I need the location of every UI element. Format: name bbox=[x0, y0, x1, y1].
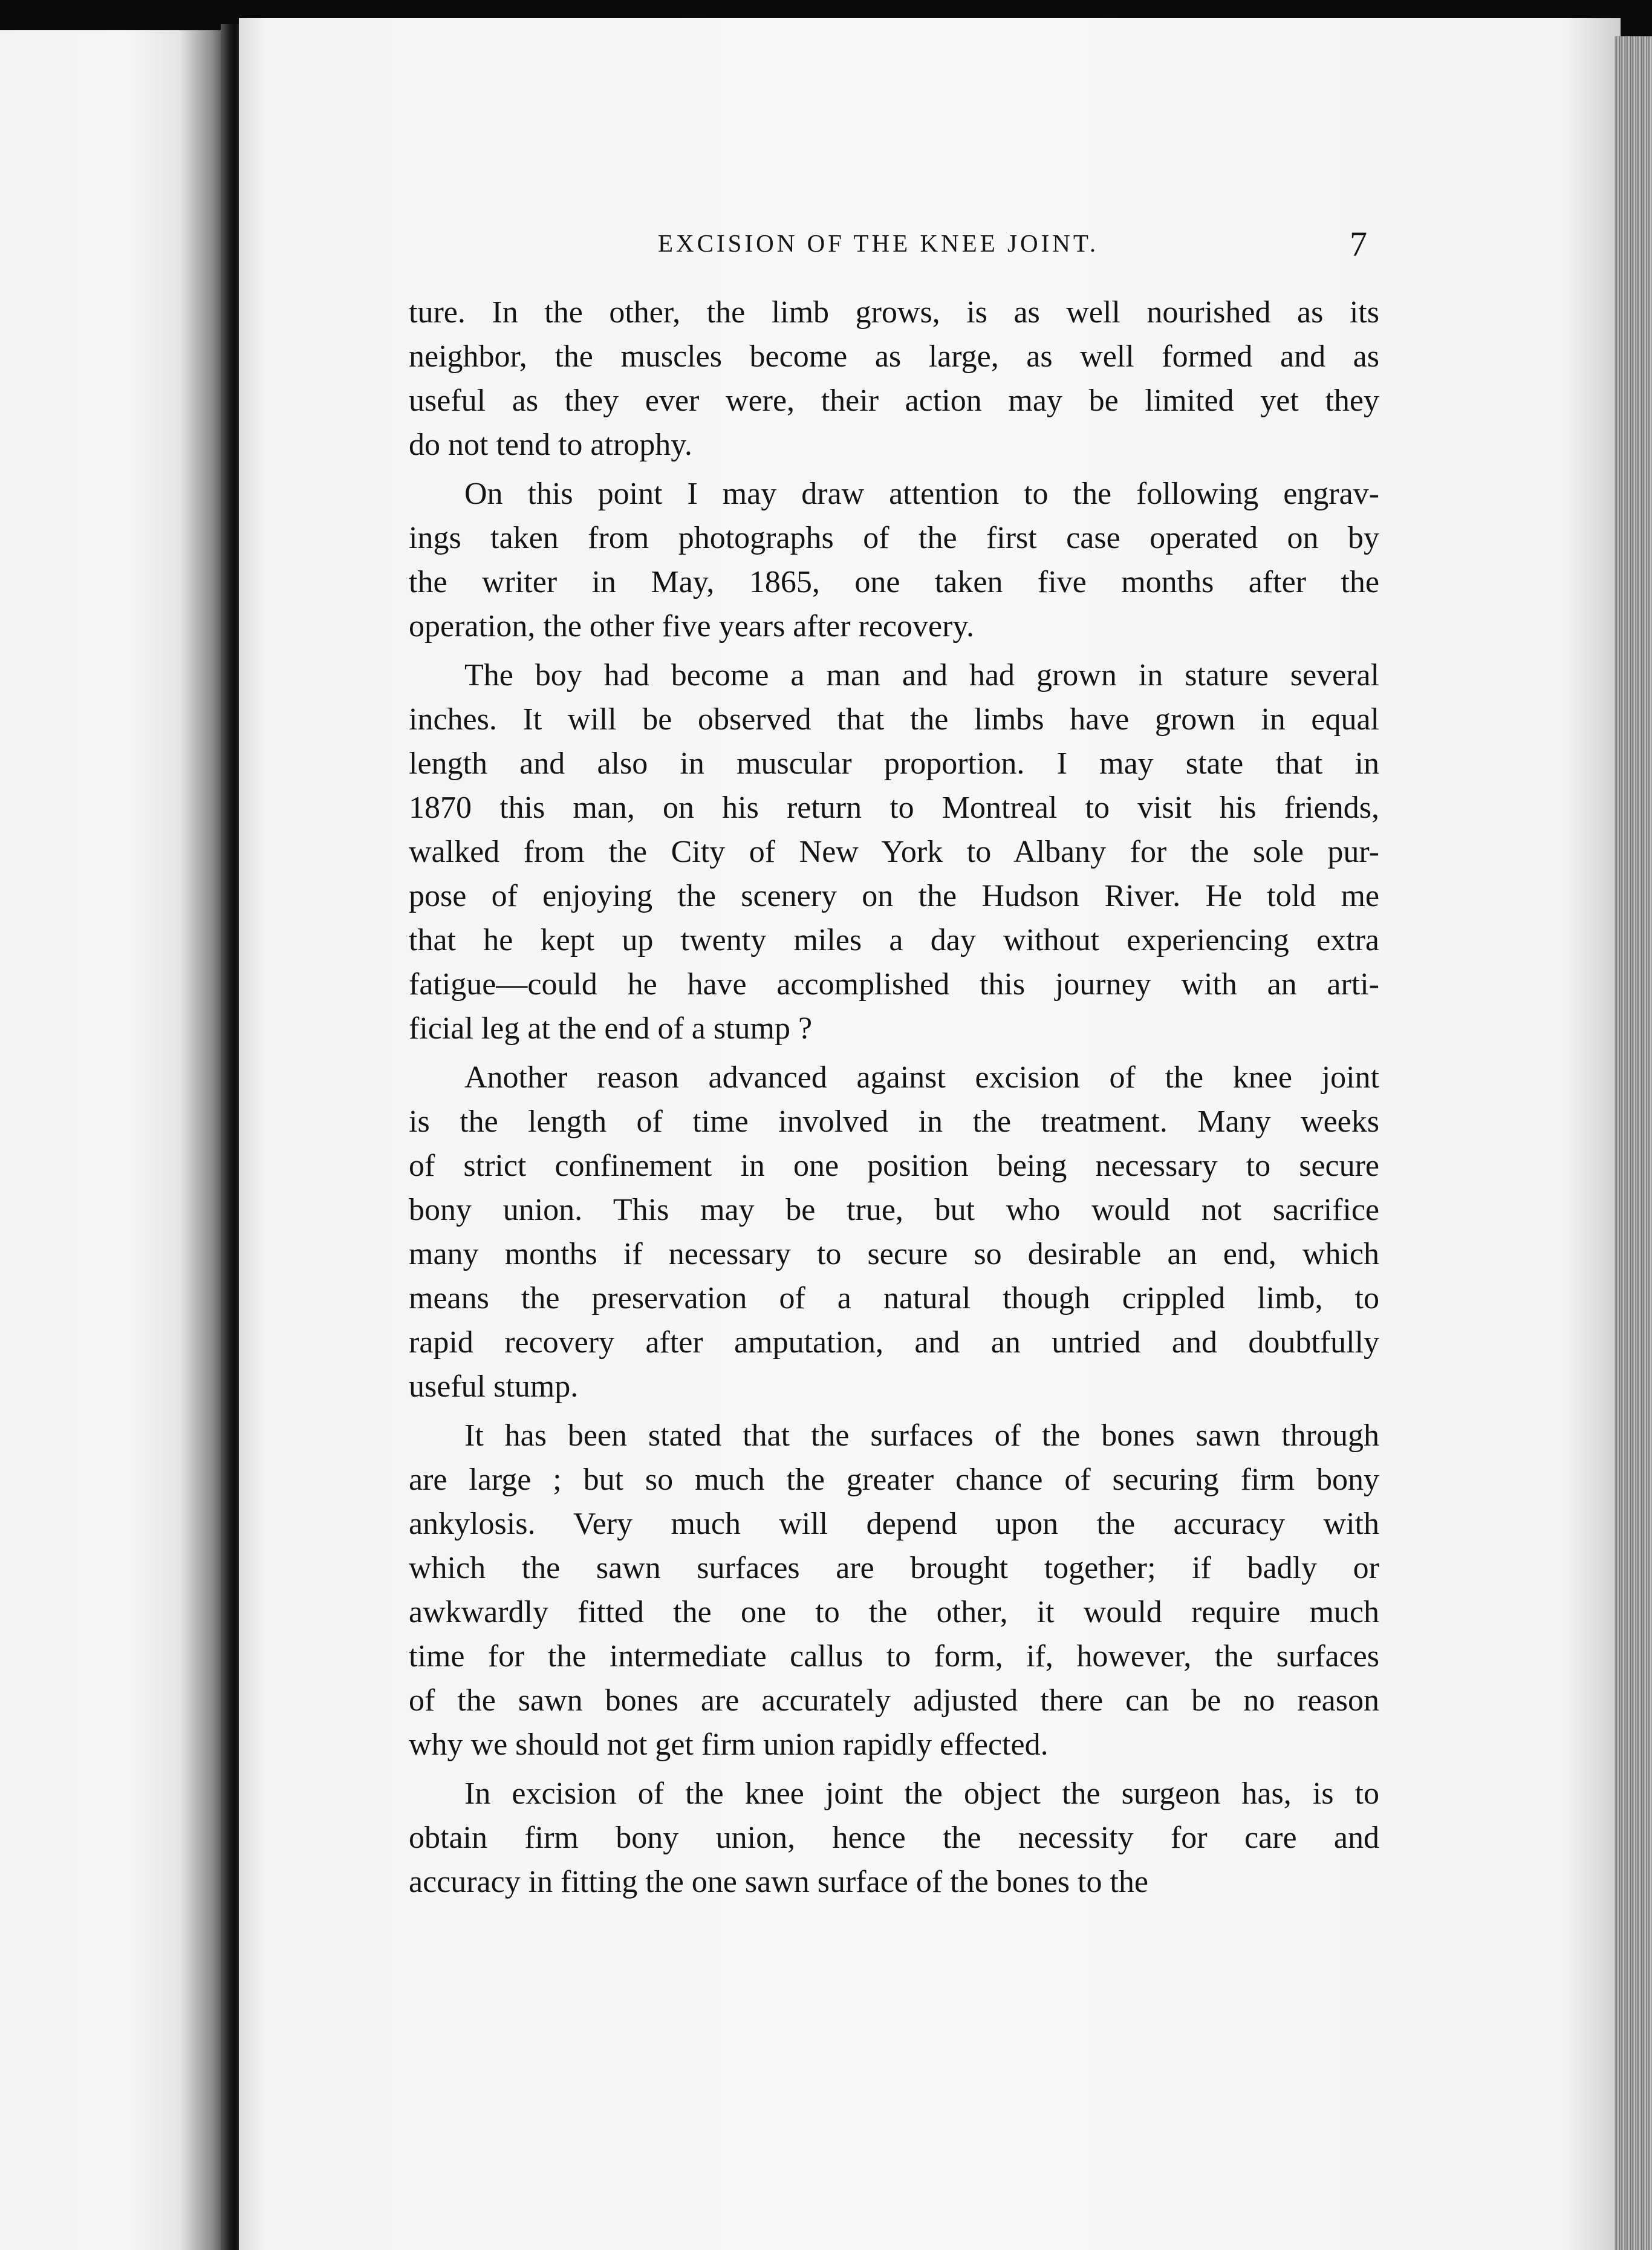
text-line: length and also in muscular proportion. I may state that in bbox=[409, 746, 1379, 781]
text-line: operation, the other five years after recovery. bbox=[409, 609, 975, 644]
text-line: many months if necessary to secure so desirable an end, which bbox=[409, 1237, 1379, 1271]
paragraph bbox=[409, 1055, 1379, 1409]
text-line: On this point I may draw attention to the following engrav- bbox=[464, 477, 1379, 511]
text-line: 1870 this man, on his return to Montreal to visit his friends, bbox=[409, 791, 1379, 825]
text-line: obtain firm bony union, hence the necessity for care and bbox=[409, 1821, 1379, 1855]
paragraph bbox=[409, 653, 1379, 1051]
text-line: useful stump. bbox=[409, 1369, 579, 1404]
text-line: means the preservation of a natural though crippled limb, to bbox=[409, 1281, 1379, 1316]
text-line: useful as they ever were, their action may be limited yet they bbox=[409, 383, 1379, 418]
text-line: are large ; but so much the greater chance of securing firm bony bbox=[409, 1462, 1379, 1497]
text-line: awkwardly fitted the one to the other, it would require much bbox=[409, 1595, 1379, 1629]
text-line: of strict confinement in one position being necessary to secure bbox=[409, 1149, 1379, 1183]
paragraph bbox=[409, 290, 1379, 467]
text-line: is the length of time involved in the treatment. Many weeks bbox=[409, 1104, 1379, 1139]
text-line: walked from the City of New York to Albany for the sole pur- bbox=[409, 835, 1379, 869]
text-line: time for the intermediate callus to form, if, however, the surfaces bbox=[409, 1639, 1379, 1674]
text-line: why we should not get firm union rapidly effected. bbox=[409, 1727, 1049, 1762]
text-line: fatigue—could he have accomplished this journey with an arti- bbox=[409, 967, 1379, 1002]
text-line: ings taken from photographs of the first case operated on by bbox=[409, 521, 1379, 555]
text-line: neighbor, the muscles become as large, as well formed and as bbox=[409, 339, 1379, 374]
text-line: which the sawn surfaces are brought together; if badly or bbox=[409, 1551, 1379, 1585]
paragraph bbox=[409, 1772, 1379, 1904]
text-line: rapid recovery after amputation, and an untried and doubtfully bbox=[409, 1325, 1379, 1360]
paragraph bbox=[409, 1414, 1379, 1767]
text-line: Another reason advanced against excision of the knee joint bbox=[464, 1060, 1379, 1095]
text-line: do not tend to atrophy. bbox=[409, 428, 692, 462]
text-line: ture. In the other, the limb grows, is as well nourished as its bbox=[409, 295, 1379, 330]
text-line: The boy had become a man and had grown in stature several bbox=[464, 658, 1379, 693]
paragraph bbox=[409, 472, 1379, 648]
body-text bbox=[409, 290, 1379, 1909]
text-line: the writer in May, 1865, one taken five months after the bbox=[409, 565, 1379, 599]
text-line: ficial leg at the end of a stump ? bbox=[409, 1011, 813, 1046]
text-line: pose of enjoying the scenery on the Hudson River. He told me bbox=[409, 879, 1379, 913]
page-number: 7 bbox=[1350, 224, 1367, 264]
text-line: ankylosis. Very much will depend upon the accuracy with bbox=[409, 1507, 1379, 1541]
page-stack-edge bbox=[1615, 36, 1652, 2250]
text-line: accuracy in fitting the one sawn surface of the bones to the bbox=[409, 1865, 1148, 1899]
text-line: of the sawn bones are accurately adjusted there can be no reason bbox=[409, 1683, 1379, 1718]
text-line: inches. It will be observed that the limbs have grown in equal bbox=[409, 702, 1379, 737]
facing-page-edge bbox=[0, 30, 230, 2250]
running-head: EXCISION OF THE KNEE JOINT. bbox=[658, 229, 1099, 257]
text-line: In excision of the knee joint the object the surgeon has, is to bbox=[464, 1776, 1379, 1811]
text-line: bony union. This may be true, but who would not sacrifice bbox=[409, 1193, 1379, 1227]
text-line: It has been stated that the surfaces of the bones sawn through bbox=[464, 1418, 1379, 1453]
text-line: that he kept up twenty miles a day without experiencing extra bbox=[409, 923, 1379, 957]
